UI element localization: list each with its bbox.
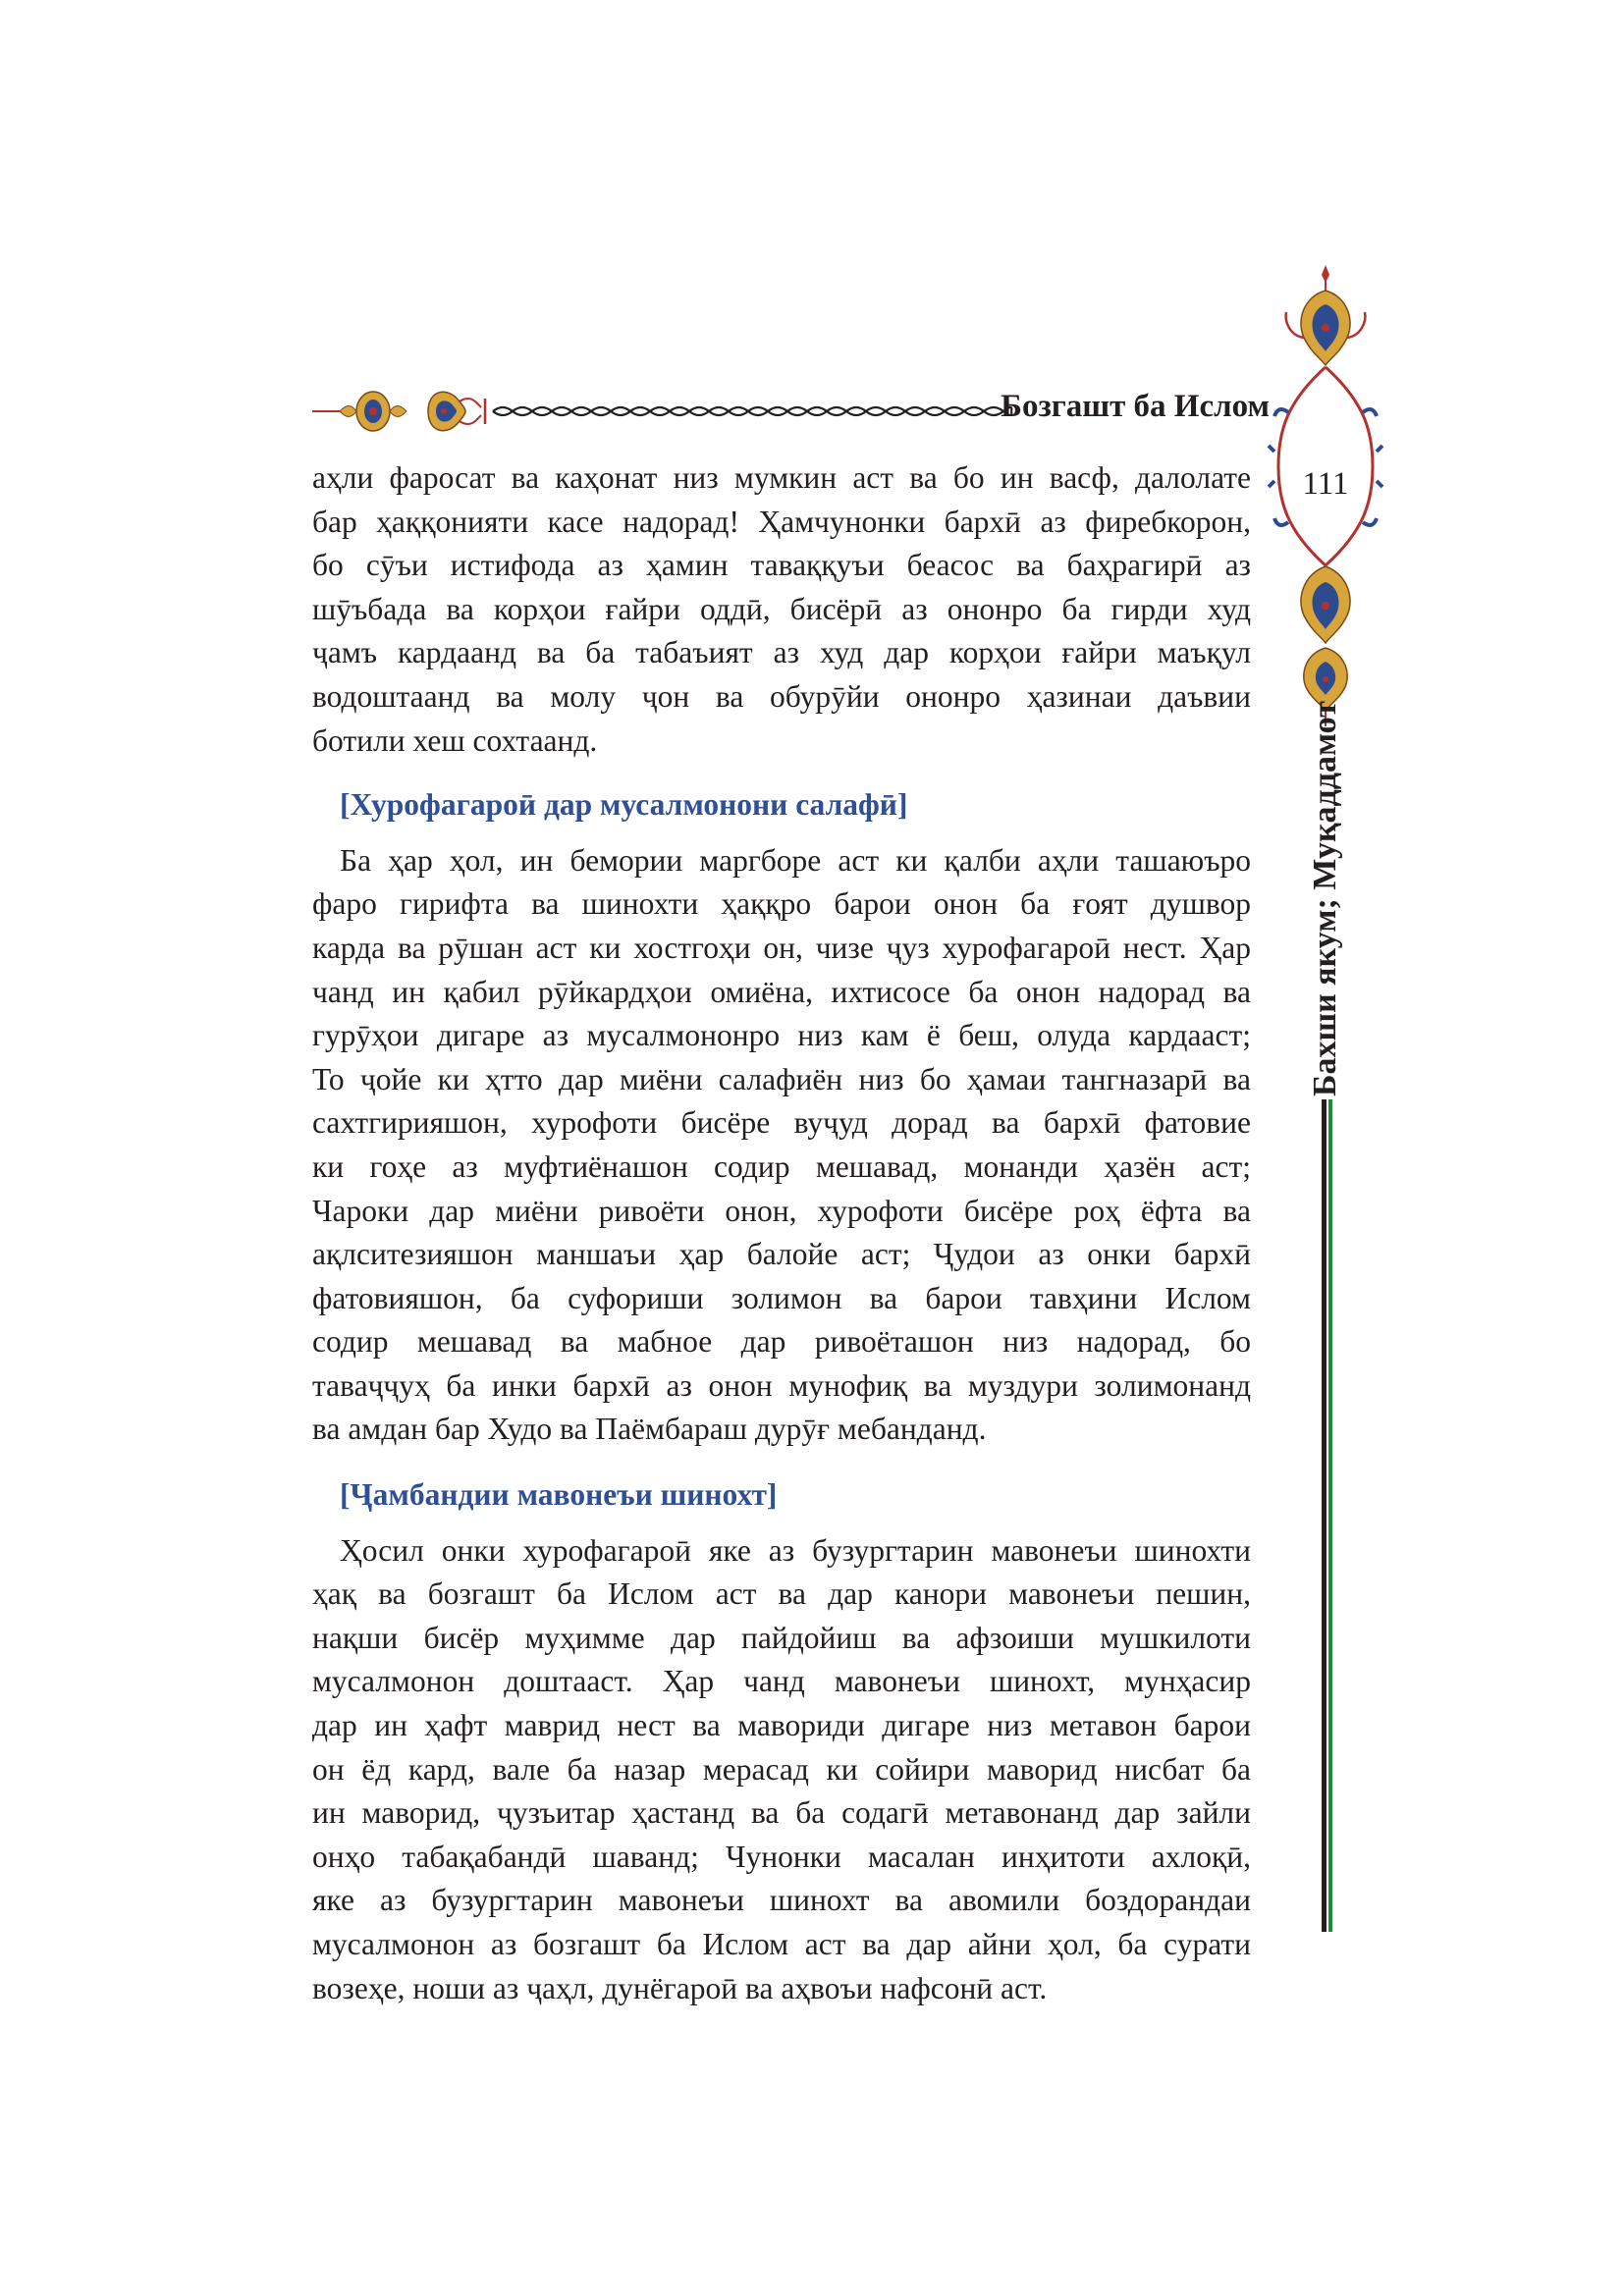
paragraph-3 [312,1529,1251,2011]
chapter-title: Бахши якум; Муқаддамот [1307,701,1343,1096]
text-line: яке аз бузургтарин мавонеъи шинохт ва авомили боздорандаи [312,1883,1251,1918]
text-line: фатовияшон, ба суфориши золимон ва барои тавҳини Ислом [312,1280,1251,1315]
text-line: шӯъбада ва корҳои ғайри оддӣ, бисёрӣ аз ононро ба гирди худ [312,591,1251,626]
text-line: аҳли фаросат ва каҳонат низ мумкин аст ва бо ин васф, далолате [312,460,1251,495]
page-number: 111 [1302,466,1349,502]
text-line: карда ва рӯшан аст ки хостгоҳи он, чизе ҷуз хурофагароӣ нест. Ҳар [312,930,1251,965]
text-line: ки гоҳе аз муфтиёнашон содир мешавад, монанди ҳазён аст; [312,1148,1251,1184]
text-line: возеҳе, ноши аз ҷаҳл, дунёгароӣ ва аҳвоъи нафсонӣ аст. [312,1970,1048,2005]
text-line: бо сӯъи истифода аз ҳамин таваққуъи беасос ва баҳрагирӣ аз [312,548,1251,583]
text-line: нақши бисёр муҳимме дар пайдойиш ва афзоиши мушкилоти [312,1620,1251,1655]
text-line: Чароки дар миёни ривоёти онон, хурофоти бисёре роҳ ёфта ва [312,1193,1251,1228]
text-line: ҳақ ва бозгашт ба Ислом аст ва дар канори мавонеъи пешин, [312,1576,1251,1612]
text-line: мусалмонон аз бозгашт ба Ислом аст ва дар айни ҳол, ба сурати [312,1927,1251,1961]
text-line: ботили хеш сохтаанд. [312,722,598,758]
text-line: ин маворид, ҷузъитар ҳастанд ва ба содагӣ метавонанд дар зайли [312,1795,1251,1831]
text-line: То ҷойе ки ҳтто дар миёни салафиён низ бо ҳамаи тангназарӣ ва [312,1061,1251,1096]
body-content [312,456,1251,2010]
text-line: онҳо табақабандӣ шаванд; Чунонки масалан инҳитоти ахлоқӣ, [312,1839,1251,1874]
text-line: ҷамъ кардаанд ва ба табаъият аз худ дар корҳои ғайри маъқул [312,635,1251,670]
paragraph-1 [312,456,1251,763]
text-line: содир мешавад ва мабное дар ривоёташон низ надорад, бо [312,1324,1251,1360]
text-line: Ҳосил онки хурофагароӣ яке аз бузургтарин мавонеъи шинохти [340,1532,1251,1568]
header-title: Бозгашт ба Ислом [1001,389,1270,424]
text-line: дар ин ҳафт маврид нест ва мавориди дигаре низ метавон барои [312,1708,1251,1743]
text-line: чанд ин қабил рӯйкардҳои омиёна, ихтисосе ба онон надорад ва [312,974,1251,1009]
text-line: бар ҳаққонияти касе надорад! Ҳамчунонки бархӣ аз фиребкорон, [312,504,1251,539]
text-line: таваҷҷуҳ ба инки бархӣ аз онон мунофиқ ва муздури золимонанд [312,1367,1251,1403]
text-line: мусалмонон доштааст. Ҳар чанд мавонеъи шинохт, мунҳасир [312,1664,1251,1699]
text-line: ва амдан бар Худо ва Паёмбараш дурӯғ мебанданд. [312,1412,987,1447]
text-line: он ёд кард, вале ба назар мерасад ки сойири маворид нисбат ба [312,1751,1251,1787]
header-ornament-icon [312,385,1019,434]
text-line: гурӯҳои дигаре аз мусалмононро низ кам ё беш, олуда кардааст; [312,1018,1251,1053]
section-heading-1: [Хурофагароӣ дар мусалмонони салафӣ] [340,787,908,823]
text-line: ақлситезияшон маншаъи ҳар балойе аст; Ҷудои аз онки бархӣ [312,1237,1251,1272]
paragraph-2 [312,839,1251,1452]
text-line: фаро гирифта ва шинохти ҳаққро барои онон ба ғоят душвор [312,886,1251,922]
running-header [312,385,1270,434]
side-rule-icon [1319,1099,1334,1932]
section-heading-2: [Ҷамбандии мавонеъи шинохт] [340,1477,778,1513]
text-line: Ба ҳар ҳол, ин бемории маргборе аст ки қалби аҳли ташаюъро [340,842,1251,878]
text-line: сахтгирияшон, хурофоти бисёре вуҷуд дорад ва бархӣ фатовие [312,1105,1251,1141]
text-line: водоштаанд ва молу ҷон ва обурӯйи ононро ҳазинаи даъвии [312,678,1251,714]
